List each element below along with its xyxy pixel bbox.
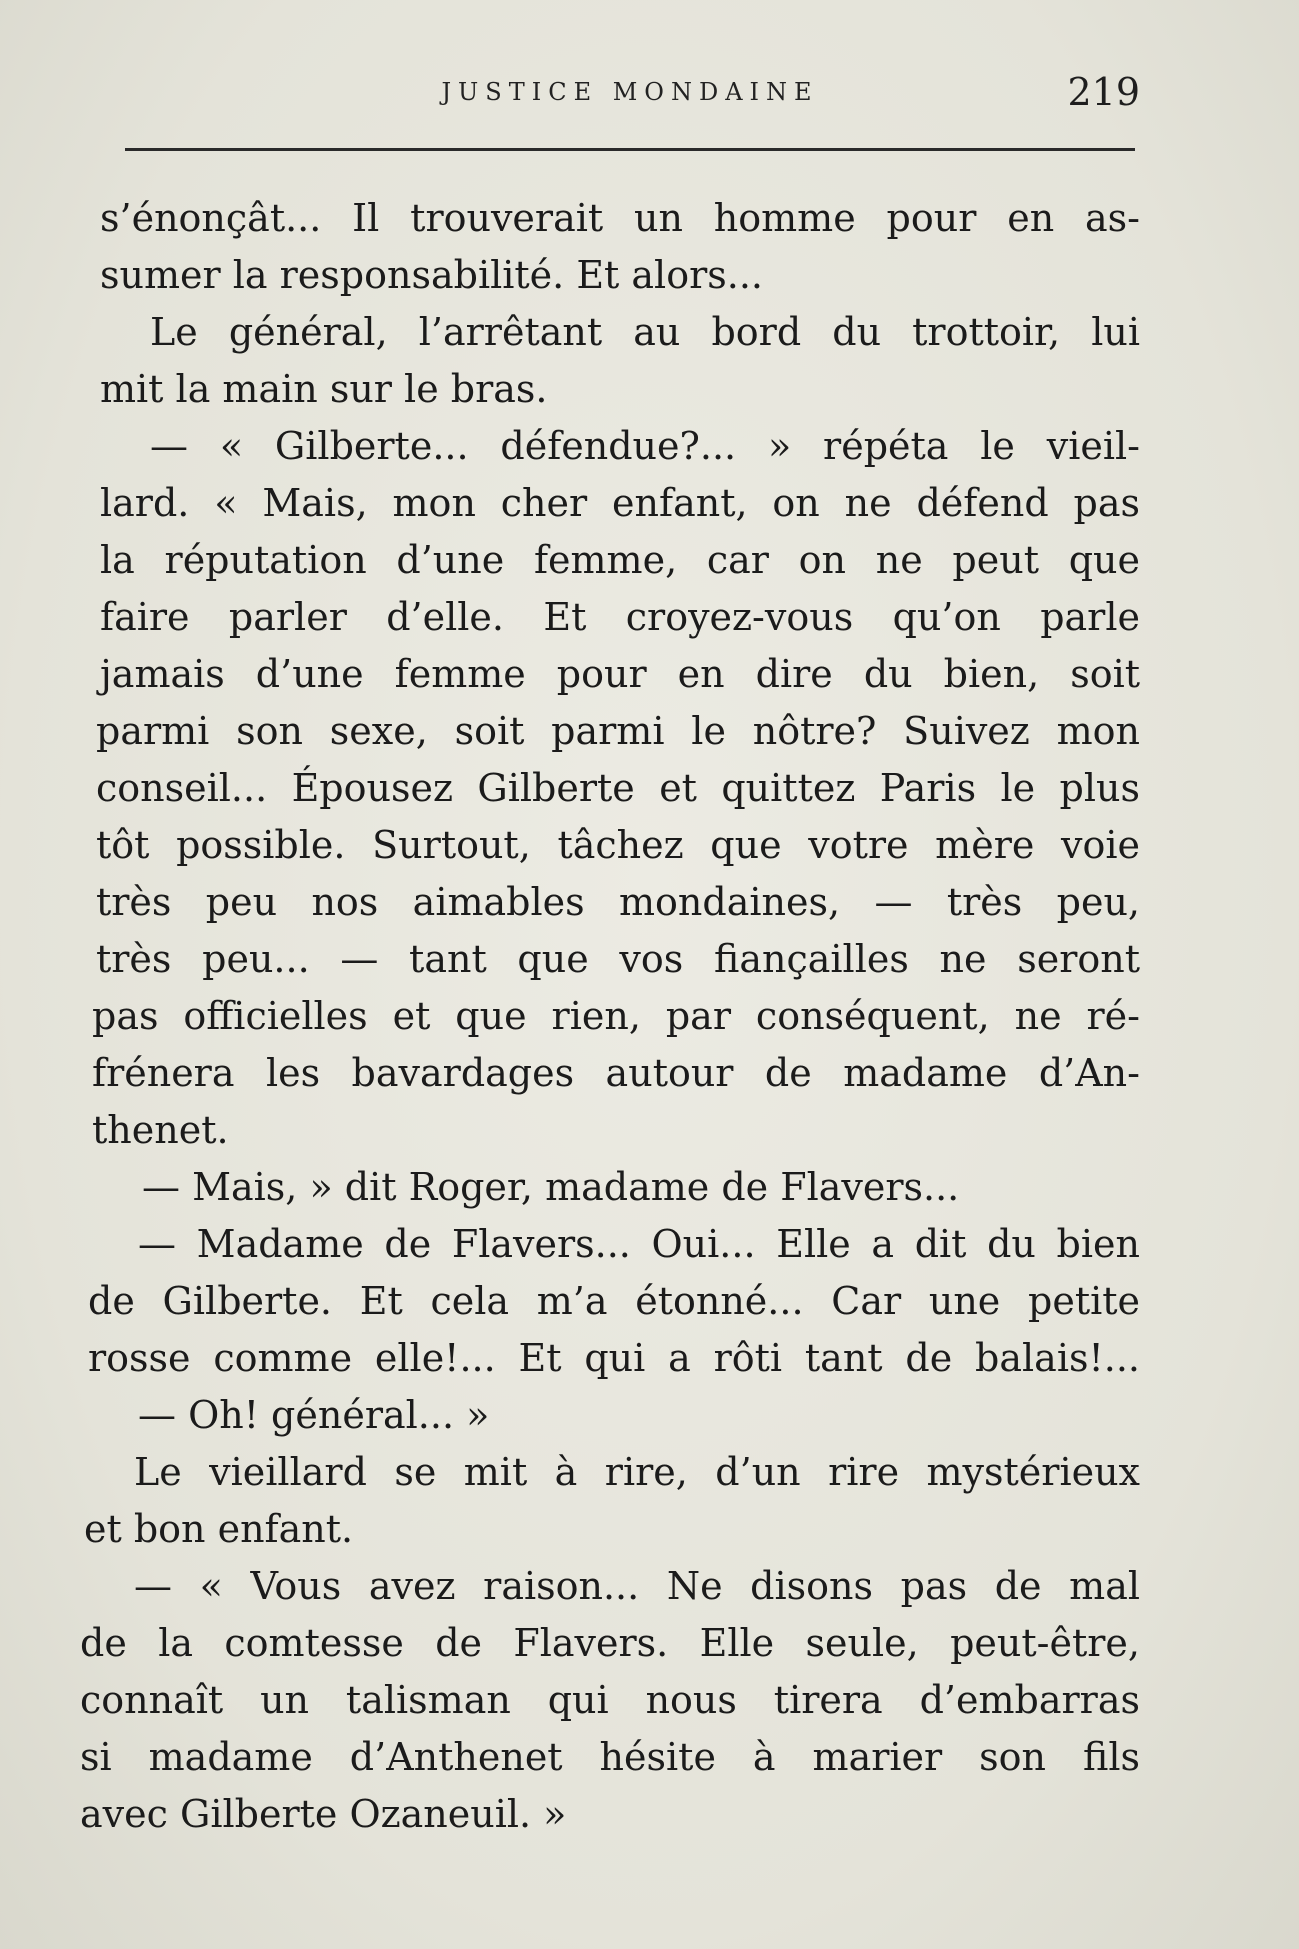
text-line: Le général, l’arrêtant au bord du trottoir, lui	[150, 310, 1140, 354]
page-number: 219	[1067, 70, 1140, 114]
text-line: si madame d’Anthenet hésite à marier son fils	[80, 1735, 1140, 1779]
text-line: — Mais, » dit Roger, madame de Flavers...	[142, 1165, 960, 1209]
chapter-title: JUSTICE MONDAINE	[441, 78, 819, 106]
text-line: — Madame de Flavers... Oui... Elle a dit du bien	[138, 1222, 1140, 1266]
text-line: rosse comme elle!... Et qui a rôti tant de balais!...	[88, 1336, 1140, 1380]
text-line: de Gilberte. Et cela m’a étonné... Car une petite	[88, 1279, 1140, 1323]
body-text	[80, 190, 1140, 1843]
header-rule	[125, 148, 1135, 151]
text-line: mit la main sur le bras.	[100, 367, 548, 411]
text-line: thenet.	[92, 1108, 229, 1152]
text-line: lard. « Mais, mon cher enfant, on ne défend pas	[100, 481, 1140, 525]
text-line: avec Gilberte Ozaneuil. »	[80, 1792, 567, 1836]
text-line: connaît un talisman qui nous tirera d’embarras	[80, 1678, 1140, 1722]
text-line: s’énonçât... Il trouverait un homme pour en as-	[100, 196, 1140, 240]
text-line: — « Vous avez raison... Ne disons pas de mal	[134, 1564, 1140, 1608]
text-line: faire parler d’elle. Et croyez-vous qu’on parle	[100, 595, 1140, 639]
text-line: — Oh! général... »	[138, 1393, 490, 1437]
text-line: et bon enfant.	[84, 1507, 354, 1551]
text-line: — « Gilberte... défendue?... » répéta le vieil-	[150, 424, 1140, 468]
text-line: de la comtesse de Flavers. Elle seule, peut-être,	[80, 1621, 1140, 1665]
text-line: sumer la responsabilité. Et alors...	[100, 253, 763, 297]
text-line: pas officielles et que rien, par conséquent, ne ré-	[92, 994, 1140, 1038]
text-line: tôt possible. Surtout, tâchez que votre mère voie	[96, 823, 1140, 867]
running-header	[120, 70, 1140, 120]
text-line: conseil... Épousez Gilberte et quittez Paris le plus	[96, 766, 1140, 810]
text-line: très peu... — tant que vos fiançailles ne seront	[96, 937, 1140, 981]
text-line: frénera les bavardages autour de madame d’An-	[92, 1051, 1140, 1095]
text-line: Le vieillard se mit à rire, d’un rire mystérieux	[134, 1450, 1140, 1494]
text-line: parmi son sexe, soit parmi le nôtre? Suivez mon	[96, 709, 1140, 753]
text-line: très peu nos aimables mondaines, — très peu,	[96, 880, 1140, 924]
text-line: la réputation d’une femme, car on ne peut que	[100, 538, 1140, 582]
text-line: jamais d’une femme pour en dire du bien, soit	[100, 652, 1140, 696]
